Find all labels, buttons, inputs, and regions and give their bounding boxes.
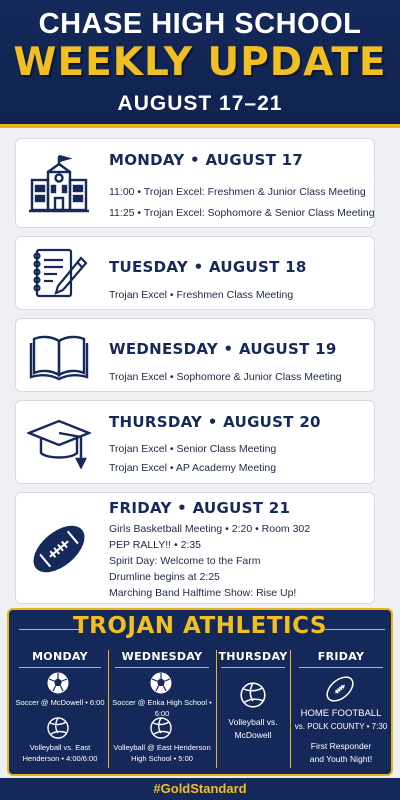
- event-text: Soccer @ Enka High School • 6:00: [112, 698, 212, 718]
- volleyball-icon: [150, 717, 172, 744]
- col-underline: [115, 667, 209, 668]
- event-line: PEP RALLY!! • 2:35: [109, 539, 202, 551]
- col-underline: [299, 667, 383, 668]
- day-card-wednesday: [15, 318, 375, 392]
- football-icon: [22, 507, 96, 591]
- event-line: Marching Band Halftime Show: Rise Up!: [109, 587, 297, 599]
- school-building-icon: [22, 151, 96, 217]
- hashtag: #GoldStandard: [153, 781, 247, 796]
- volleyball-icon: [240, 682, 266, 713]
- col-divider: [216, 650, 217, 768]
- volleyball-icon: [47, 717, 69, 744]
- event-line: Trojan Excel • Sophomore & Junior Class Meeting: [109, 371, 342, 383]
- event-line: Girls Basketball Meeting • 2:20 • Room 302: [109, 523, 311, 535]
- col-head-thursday: THURSDAY: [218, 650, 288, 663]
- header-banner: [0, 0, 400, 128]
- notepad-pencil-icon: [22, 245, 96, 303]
- athletics-title: TROJAN ATHLETICS: [72, 613, 327, 639]
- event-text: Volleyball @ East Henderson High School • 5:00: [113, 743, 211, 763]
- col-head-monday: MONDAY: [32, 650, 88, 663]
- open-book-icon: [22, 327, 96, 385]
- day-title: TUESDAY • AUGUST 18: [109, 258, 307, 276]
- event-text: Volleyball vs. McDowell: [228, 717, 278, 740]
- event-line: 11:25 • Trojan Excel: Sophomore & Senior Class Meeting: [109, 207, 375, 219]
- day-card-monday: [15, 138, 375, 228]
- day-title: THURSDAY • AUGUST 20: [109, 413, 321, 431]
- soccer-ball-icon: [150, 672, 172, 699]
- event-text: Soccer @ McDowell • 6:00: [15, 698, 105, 707]
- col-underline: [221, 667, 285, 668]
- day-title: FRIDAY • AUGUST 21: [109, 499, 291, 517]
- col-head-friday: FRIDAY: [317, 650, 365, 663]
- event-text: HOME FOOTBALL: [300, 708, 382, 719]
- footer-bar: [0, 778, 400, 800]
- day-title: WEDNESDAY • AUGUST 19: [109, 340, 337, 358]
- football-icon: [323, 672, 357, 711]
- day-card-tuesday: [15, 236, 375, 310]
- col-head-wednesday: WEDNESDAY: [121, 650, 203, 663]
- event-text: Volleyball vs. East Henderson • 4:00/6:00: [22, 743, 98, 763]
- event-text: First Responder and Youth Night!: [309, 741, 373, 764]
- day-title: MONDAY • AUGUST 17: [109, 151, 304, 169]
- event-line: Trojan Excel • Freshmen Class Meeting: [109, 289, 294, 301]
- day-card-friday: [15, 492, 375, 604]
- athletics-panel: [7, 608, 393, 776]
- event-line: Drumline begins at 2:25: [109, 571, 220, 583]
- date-range: AUGUST 17–21: [117, 92, 283, 115]
- col-underline: [19, 667, 101, 668]
- event-text: vs. POLK COUNTY • 7:30: [294, 722, 388, 731]
- event-line: Trojan Excel • AP Academy Meeting: [109, 462, 277, 474]
- event-line: 11:00 • Trojan Excel: Freshmen & Junior Class Meeting: [109, 186, 366, 198]
- school-name: CHASE HIGH SCHOOL: [38, 8, 362, 40]
- soccer-ball-icon: [47, 672, 69, 699]
- page-title: WEEKLY UPDATE: [13, 40, 387, 85]
- event-line: Spirit Day: Welcome to the Farm: [109, 555, 261, 567]
- graduation-cap-icon: [22, 409, 96, 475]
- event-line: Trojan Excel • Senior Class Meeting: [109, 443, 277, 455]
- day-card-thursday: [15, 400, 375, 484]
